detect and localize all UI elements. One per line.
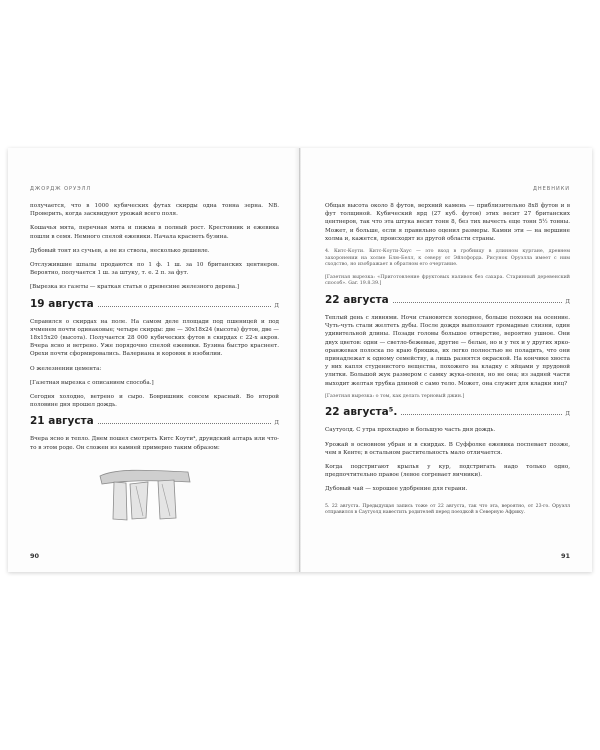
date-heading-text: 21 августа [30,415,94,428]
paragraph: Урожай в основном убран и в скирдах. В Суффолке ежевика поспевает позже, чем в Кенте; в остальном растительность мало отличается. [325,441,570,456]
paragraph: О железнении цемента: [30,365,102,372]
paragraph: Отслужившие шпалы продаются по 1 ф. 1 ш. за 10 британских центнеров. Вероятно, получается 1 ш. за штуку, т. е. 2 п. за фут. [30,262,279,277]
right-page [301,148,592,572]
dotted-leader [98,300,271,307]
clipping-note: [Газетная вырезка: «Приготовление фруктовых наливок без сахара. Старинный деревенский способ». Gar. 19.8.39.] [325,274,570,287]
paragraph: Теплый день с ливнями. Ночи становятся холоднее, больше похожи на осенние. Чуть-чуть стали желтеть дубы. После дождя выползают громадные слизни, один удивительной длины. Позади головы большое отверстие, вероятно ушное. Они двух цветов: одни — светло-бежевые, другие — белые, но и у тех и у других ярко-оранжевая полоска по краю брюшка, их легко полностью не поладить, что они принадлежат к одному семейству, а лишь разнятся окраской. На кончике хвоста у них капля студенистого вещества, похожего на кладку с яйцами у прудовой улитки. Большой жук размером с самку жука-оленя, но не она; из задней части выходит желтая трубка длиной с само тело. Может, она служит для кладки яиц? [325,314,570,387]
clipping-note: [Газетная вырезка: о том, как делать терновый джин.] [325,393,465,399]
date-heading [30,298,279,310]
paragraph: получается, что в 1000 кубических футах скирды одна тонна зерна. NB. Проверить, когда засквидуют урожай всего поля. [30,203,279,218]
date-heading-letter: Д [565,411,570,418]
dotted-leader [393,296,562,303]
date-heading-text: 19 августа [30,297,94,310]
paragraph: [Вырезка из газеты — краткая статья о древесине железного дерева.] [30,284,240,291]
date-heading [325,294,570,306]
paragraph: [Газетная вырезка с описанием способа.] [30,379,154,386]
paragraph: Когда подстригают крылья у кур, подстригать надо только одно, предпочтительно правое (левое согревает яичники). [325,464,570,479]
paragraph: Общая высота около 8 футов, верхний камень — приблизительно 8х8 футов и в фут толщиной. Кубический ярд (27 куб. футов) этих весит 27 британских центнеров, так что эта штука весит тонн 8, без тих вычесть еще тонн 5½ тонны. Может, и больше, если я правильно оценил размеры. Камни эти — на вершине холма и, кажется, происходят из другой области страны. [325,203,570,242]
date-heading [325,406,570,418]
date-heading-letter: Д [274,420,279,427]
page-number: 91 [560,552,570,560]
paragraph: Саутуолд. С утра прохладно и большую часть дня дождь. [325,427,496,434]
dotted-leader [401,408,561,415]
book-spread [8,148,592,572]
paragraph: Вчера ясно и тепло. Днем пошел смотреть Китс Коути⁴, друидский алтарь или что-то в этом роде. Он сложен из камней примерно таким образом: [30,436,279,451]
page-content [30,202,279,528]
running-head: ДНЕВНИКИ [532,186,570,192]
date-heading-letter: Д [274,302,279,309]
page-number: 90 [30,552,40,560]
footnote: 4. Китс-Коути. Китс-Коути-Хаус — это вход в гробницу в длинном кургане, древнем захоронении на холме Блю-Белл, к северу от Эйлсфорда. Рисунок Оруэлла имеет с ним сходство, но изображает в обратном его очертание. [325,249,570,268]
paragraph: Справился о скирдах на поле. На самом деле площади под пшеницей и под ячменем почти одинаковые; четыре скирды: две — 30х18х24 (высота) футов, две — 18х15х20 (высота). Получается 28 000 кубических футов в скирдах с 22-х акров. Вчера ясно и ветрено. Уже порядочно спелой ежевики. Бузина быстро краснеет. Орехи почти сформировались. Валериана и коровяк в изобилии. [30,318,279,358]
date-heading-text: 22 августа [325,293,389,306]
paragraph: Дубовый тонт из сучьев, а не из ствола, несколько дешевле. [30,247,210,254]
date-heading-text: 22 августа⁵. [325,406,398,419]
page-content [325,202,570,522]
footnote: 5. 22 августа. Предыдущая запись тоже от 22 августа, так что эта, вероятно, от 23-го. Оруэлл отправился в Саутуолд навестить родителей перед поездкой в Северную Африку. [325,503,570,516]
dotted-leader [98,417,271,424]
paragraph: Сегодня холодно, ветрено и сыро. Бовришник совсем красный. Во второй половине дня прошел дождь. [30,394,279,409]
date-heading-letter: Д [565,298,570,305]
stone-sketch-image [96,462,196,524]
paragraph: Дубовый чай — хорошее удобрение для герани. [325,486,468,493]
date-heading [30,415,279,427]
paragraph: Кошачья мята, перечная мята и пижма в полный рост. Крестовник и ежевика пошли в семя. Немного спелой ежевики. Начала краснеть бузина. [30,225,279,240]
running-head: ДЖОРДЖ ОРУЭЛЛ [30,186,92,192]
left-page [8,148,300,572]
